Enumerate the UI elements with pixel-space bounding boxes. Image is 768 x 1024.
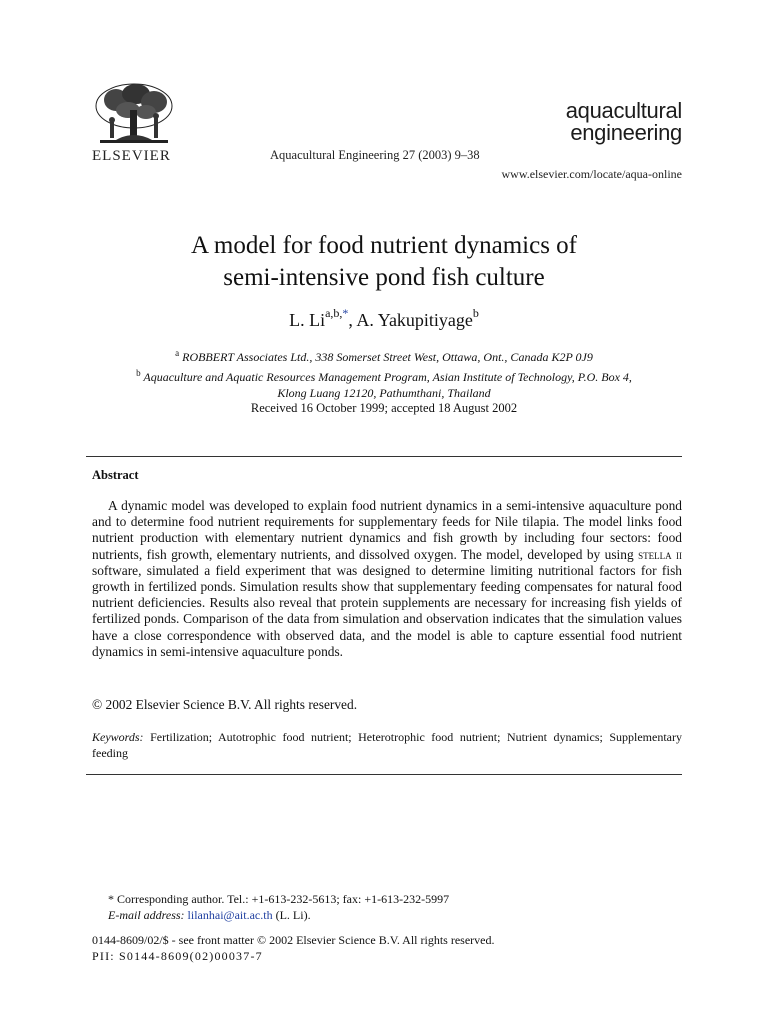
affiliations bbox=[96, 345, 672, 401]
abstract-text-part2: software, simulated a field experiment that was designed to determine limiting nutritional factors for fish growth in fertilized ponds. Simulation results show that supplementary feeding compensates for natural food nutrient deficiencies. Results also reveal that protein supplements are necessary for increasing fish yields of fertilized ponds. Comparison of the data from simulation and observation indicates that the simulation values have a close correspondence with observed data, and the model is able to capture essential food nutrient dynamics in semi-intensive aquaculture ponds. bbox=[92, 562, 682, 659]
corresponding-author-note: * Corresponding author. Tel.: +1-613-232-5613; fax: +1-613-232-5997 bbox=[108, 892, 450, 906]
corresponding-author-link[interactable]: * bbox=[342, 306, 349, 320]
software-name: stella ii bbox=[638, 546, 682, 562]
received-dates: Received 16 October 1999; accepted 18 August 2002 bbox=[250, 401, 518, 415]
affiliation-b bbox=[96, 365, 672, 385]
keywords-label: Keywords: bbox=[92, 730, 144, 744]
divider-top bbox=[86, 456, 682, 457]
affiliation-b-line1: Aquaculture and Aquatic Resources Management Program, Asian Institute of Technology, P.O. Box 4, bbox=[143, 370, 632, 384]
abstract-heading: Abstract bbox=[92, 468, 139, 482]
publisher-name: ELSEVIER bbox=[92, 148, 171, 164]
divider-bottom bbox=[86, 774, 682, 775]
front-matter-note: 0144-8609/02/$ - see front matter © 2002 Elsevier Science B.V. All rights reserved. bbox=[92, 933, 495, 947]
affiliation-b-line2: Klong Luang 12120, Pathumthani, Thailand bbox=[277, 386, 491, 400]
affiliation-a bbox=[96, 345, 672, 365]
abstract-body bbox=[92, 498, 682, 660]
author-li-affil bbox=[325, 306, 348, 320]
email-label: E-mail address: bbox=[108, 908, 185, 922]
journal-citation: Aquacultural Engineering 27 (2003) 9–38 bbox=[270, 148, 480, 162]
author-li-affil-marks: a,b, bbox=[325, 306, 343, 320]
email-link[interactable]: lilanhai@ait.ac.th bbox=[187, 908, 273, 922]
author-yakupitiyage: , A. Yakupitiyage bbox=[348, 310, 473, 330]
abstract-copyright: © 2002 Elsevier Science B.V. All rights reserved. bbox=[92, 697, 358, 712]
journal-brand-line2: engineering bbox=[570, 120, 682, 145]
journal-brand-logo bbox=[566, 100, 682, 144]
article-title bbox=[86, 230, 682, 294]
journal-url[interactable]: www.elsevier.com/locate/aqua-online bbox=[501, 167, 682, 181]
pii-identifier: PII: S0144-8609(02)00037-7 bbox=[92, 949, 263, 963]
affiliation-a-marker: a bbox=[175, 348, 180, 358]
keywords bbox=[92, 729, 682, 761]
email-suffix: (L. Li). bbox=[275, 908, 311, 922]
journal-brand-line1: aquacultural bbox=[565, 98, 682, 123]
affiliation-a-text: ROBBERT Associates Ltd., 338 Somerset Street West, Ottawa, Ont., Canada K2P 0J9 bbox=[182, 350, 593, 364]
affiliation-b-marker: b bbox=[136, 368, 141, 378]
title-line2: semi-intensive pond fish culture bbox=[223, 264, 545, 291]
tree-icon bbox=[86, 80, 182, 146]
title-line1: A model for food nutrient dynamics of bbox=[190, 232, 578, 259]
author-list bbox=[86, 308, 682, 331]
email-line bbox=[108, 908, 311, 923]
author-yakupitiyage-affil: b bbox=[472, 306, 479, 320]
author-li: L. Li bbox=[289, 310, 326, 330]
abstract-text-part1: A dynamic model was developed to explain food nutrient dynamics in a semi-intensive aquaculture pond and to determine food nutrient requirements for supplementary feeds for Nile tilapia. The model links food nutrient production with elementary nutrient dynamics and fish growth by including four sectors: food nutrients, fish growth, elementary nutrients, and dissolved oxygen. The model, developed by using bbox=[92, 498, 682, 562]
keywords-list: Fertilization; Autotrophic food nutrient; Heterotrophic food nutrient; Nutrient dynamics; Supplementary feeding bbox=[92, 730, 683, 760]
